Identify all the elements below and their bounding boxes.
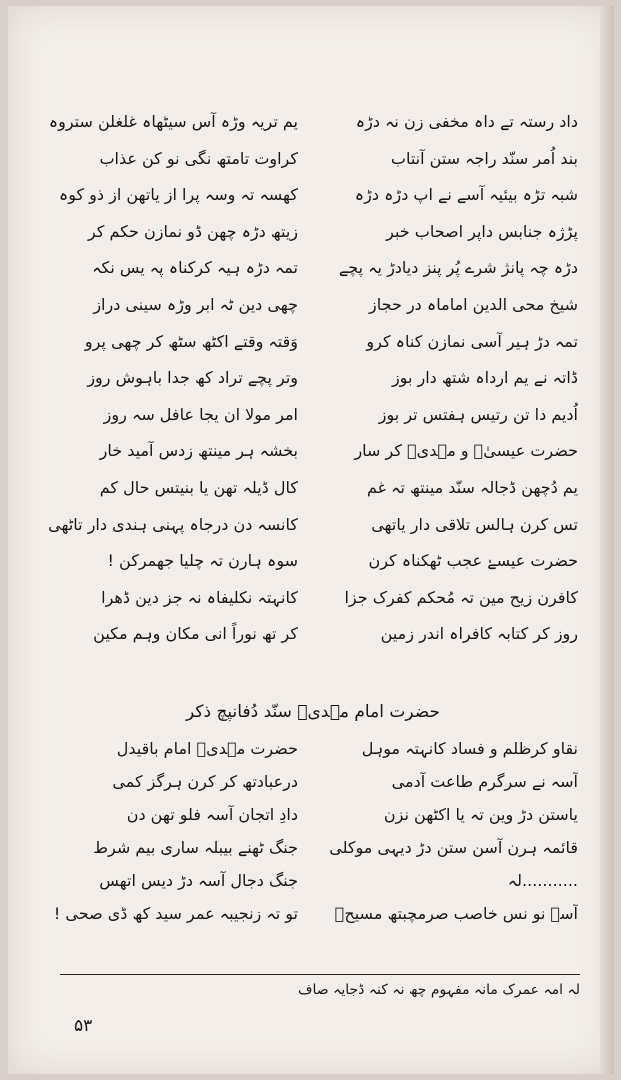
section-heading: حضرت امام مہدیؑ سنّد دُفانپچ ذکر <box>186 702 440 722</box>
verse-line: آسہ نو نس خاصب صرمچبتھ مسیحؑ <box>334 904 578 923</box>
book-page <box>8 6 614 1074</box>
verse-columns-bottom <box>48 732 578 930</box>
verse-line: یاستن دڑ وین تہ یا اکٹھن نزن <box>383 805 578 824</box>
verse-line: کانسہ دن درجاہ پہنی ہندی دار تاٹھی <box>48 514 298 534</box>
verse-line: دادِ اتجان آسہ فلو تھن دن <box>126 805 298 824</box>
verse-line: روز کر کتابہ کافراہ اندر زمین <box>380 624 578 644</box>
verse-line: دڑہ چہ پانژ شرے پُر پنز دیادڑ یہ پچے <box>338 258 578 278</box>
verse-line: زیتھ دڑہ چھن ڈو نمازن حکم کر <box>87 221 298 241</box>
verse-line: چھی دین ٹہ ابر وڑہ سینی دراز <box>93 294 298 314</box>
verse-line: بخشہ ہر مینتھ زدس آمید خار <box>99 441 298 461</box>
verse-line: یم دُچھن ڈجالہ سنّد مینتھ تہ غم <box>367 477 578 497</box>
verse-line: کانہتہ نکلیفاہ نہ جز دین ڈھرا <box>101 587 298 607</box>
page-number: ۵۳ <box>74 1016 93 1036</box>
footnote-divider <box>60 974 580 975</box>
verse-line: حضرت عیسےٰ عجب ٹھکناہ کرن <box>368 551 578 571</box>
verse-line: پڑژہ جنابس داپر اصحاب خبر <box>386 221 578 241</box>
verse-line: بند اُمر سنّد راجہ ستن آنتاب <box>390 148 578 168</box>
verse-line: نقاو کرظلم و فساد کانہتہ موہل <box>361 739 578 758</box>
left-verse-column-2 <box>48 732 298 930</box>
verse-line: کراوت تامتھ نگی نو کن عذاب <box>99 148 298 168</box>
verse-line: کافرن زیح مین تہ مُحکم کفرک جزا <box>344 587 578 607</box>
verse-line: جنگ دجال آسہ دڑ دیس اتھس <box>99 871 298 890</box>
verse-line: حضرت مہدیؑ امام باقیدل <box>116 739 298 758</box>
verse-line: درعبادتھ کر کرن ہرگز کمی <box>112 772 298 791</box>
right-verse-column <box>328 104 578 653</box>
verse-line: داد رستہ تے داہ مخفی زن نہ دڑہ <box>355 112 578 131</box>
verse-line: کال ڈیلہ تھن یا بنیتس حال کم <box>99 477 298 497</box>
verse-line: حضرت عیسیٰؑ و مہدیؑ کر سار <box>354 441 578 461</box>
verse-line: اُدیم دا تن رتیس ہفتس تر بوز <box>378 404 578 424</box>
right-verse-column-2 <box>328 732 578 930</box>
verse-line: تو تہ زنجیبہ عمر سید کھ ڈی صحی ! <box>53 904 298 923</box>
verse-line: کھسہ تہ وسہ پرا از یاتھن از ذو کوہ <box>58 185 298 205</box>
verse-line: آسہ نے سرگرم طاعت آدمی <box>391 772 578 791</box>
verse-line: ...........لہ <box>507 871 578 890</box>
verse-line: کر تھ نوراً انی مکان وہم مکین <box>93 624 298 644</box>
verse-line: تمہ دڑہ ہیہ کرکناہ پہ یس نکہ <box>92 258 298 278</box>
verse-line: ڈاتہ نے یم ارداہ شتھ دار بوز <box>391 368 578 388</box>
verse-line: یم تریہ وڑہ آس سیٹھاہ غلغلن ستروہ <box>48 112 298 131</box>
verse-line: شیخ محی الدین اماماہ در حجاز <box>369 294 578 314</box>
verse-line: سوہ ہارن تہ چلیا جھمرکن ! <box>107 551 298 571</box>
verse-columns-top <box>48 104 578 653</box>
verse-line: قائمہ ہرن آسن ستن دڑ دیہی موکلی <box>329 838 578 857</box>
verse-line: تمہ دڑ ہیر آسی نمازن کناہ کرو <box>366 331 578 351</box>
footnote: لہ امہ عمرک مانہ مفہوم چھ نہ کنہ ڈجایہ صاف <box>298 982 580 998</box>
verse-line: تس کرن ہالس تلاقی دار یاتھی <box>371 514 578 534</box>
left-verse-column <box>48 104 298 653</box>
verse-line: جنگ ٹھنے بیبلہ ساری بیم شرط <box>93 838 298 857</box>
page-spine-shadow <box>600 6 614 1074</box>
verse-line: شبہ تڑہ بیئیہ آسے نے اپ دڑہ دڑہ <box>354 185 578 205</box>
verse-line: وتر پچے تراد کھ جدا باہوش روز <box>87 368 298 388</box>
verse-line: امر مولا ان یجا عافل سہ روز <box>103 404 298 424</box>
verse-line: وَقتہ وقتے اکٹھ سٹھ کر چھی پرو <box>84 331 298 351</box>
